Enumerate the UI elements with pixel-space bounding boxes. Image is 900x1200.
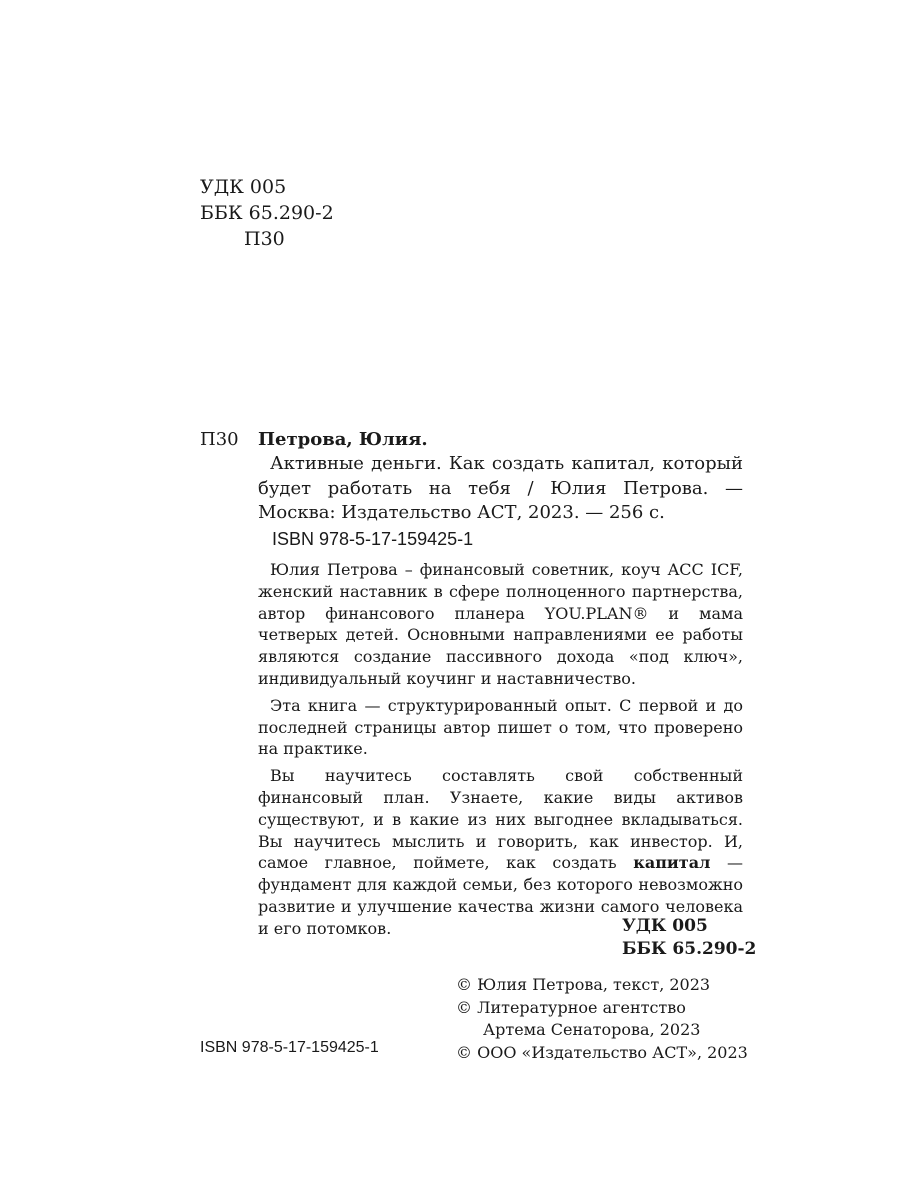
- entry-author-mark: П30: [200, 429, 239, 450]
- annotation: [258, 559, 743, 945]
- copyright-block: [456, 974, 748, 1064]
- catalog-description: [258, 452, 743, 526]
- annotation-paragraph-3: [258, 765, 743, 939]
- annotation-p3-end: — фундамент для каждой семьи, без которого невозможно развитие и улучшение качества жизни самого человека и его потомков.: [258, 853, 743, 938]
- top-classification-codes: [200, 174, 334, 252]
- description-text: Активные деньги. Как создать капитал, который будет работать на тебя / Юлия Петрова. — Москва: Издательство АСТ, 2023. — 256 с.: [258, 453, 743, 523]
- bbk-code: ББК 65.290-2: [200, 202, 334, 224]
- copyright-author: © Юлия Петрова, текст, 2023: [456, 975, 711, 994]
- copyright-agency: © Литературное агентство: [456, 997, 686, 1017]
- bottom-isbn: ISBN 978-5-17-159425-1: [200, 1039, 379, 1056]
- udk-code: УДК 005: [200, 176, 287, 198]
- annotation-p3-start: Вы научитесь составлять свой собственный финансовый план. Узнаете, какие виды активов существуют, и в какие из них выгоднее вкладываться. Вы научитесь мыслить и говорить, как инвестор. И, самое главное, поймете, как создать: [258, 766, 743, 873]
- author-mark: П30: [244, 228, 285, 250]
- bottom-bbk-code: ББК 65.290-2: [622, 939, 757, 959]
- bottom-udk-code: УДК 005: [622, 916, 708, 936]
- copyright-publisher: © ООО «Издательство АСТ», 2023: [456, 1042, 748, 1062]
- copyright-agency-cont: Артема Сенаторова, 2023: [483, 1020, 701, 1039]
- annotation-bold-word: капитал: [633, 853, 711, 873]
- bottom-classification-codes: [622, 915, 756, 961]
- annotation-paragraph-1: Юлия Петрова – финансовый советник, коуч ACC ICF, женский наставник в сфере полноценного партнерства, автор финансового планера YOU.PLAN® и мама четверых детей. Основными направлениями ее работы являются создание пассивного дохода «под ключ», индивидуальный коучинг и наставничество.: [258, 560, 743, 688]
- annotation-paragraph-2: Эта книга — структурированный опыт. С первой и до последней страницы автор пишет о том, что проверено на практике.: [258, 695, 743, 759]
- entry-isbn: ISBN 978-5-17-159425-1: [272, 529, 474, 549]
- entry-author: Петрова, Юлия.: [258, 429, 428, 450]
